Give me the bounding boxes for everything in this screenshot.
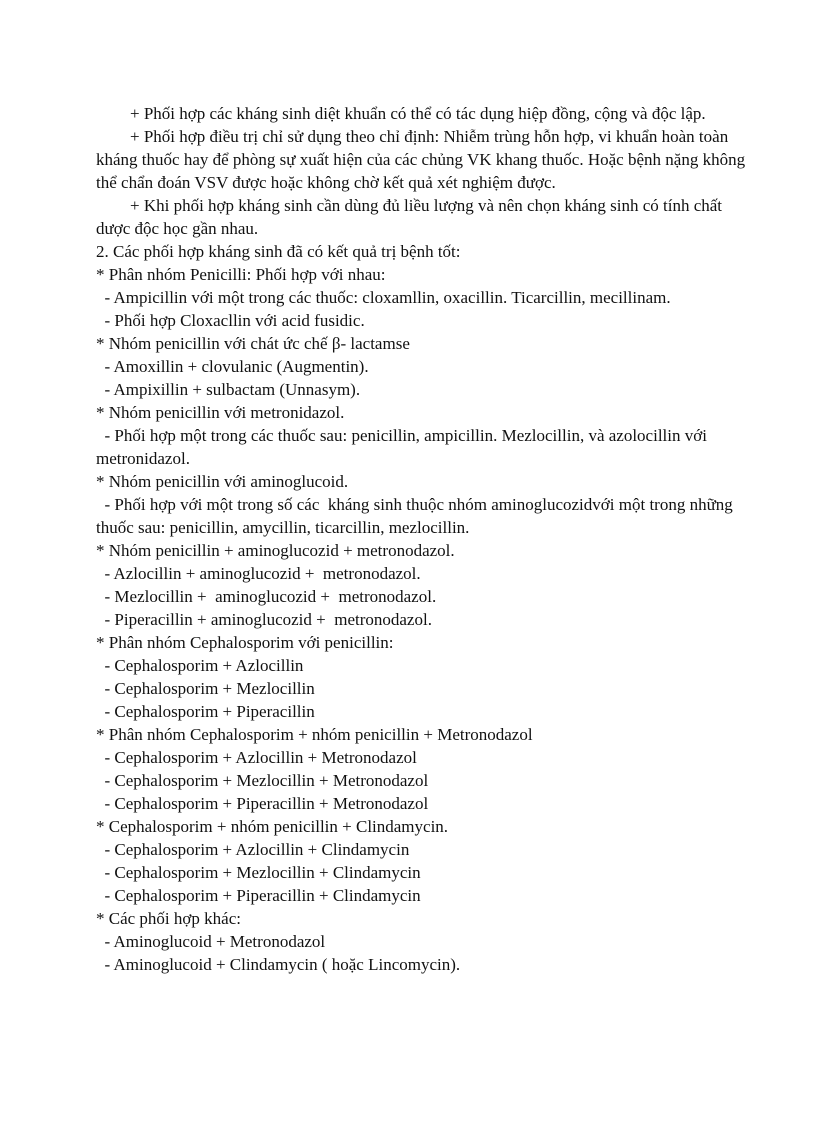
group-heading: * Các phối hợp khác: xyxy=(96,909,241,928)
list-item: - Mezlocillin + aminoglucozid + metronodazol. xyxy=(96,587,437,606)
list-item: - Amoxillin + clovulanic (Augmentin). xyxy=(96,357,369,376)
group-heading: * Nhóm penicillin với chát ức chế β- lactamse xyxy=(96,334,410,353)
document-body xyxy=(96,102,760,976)
list-item: - Ampixillin + sulbactam (Unnasym). xyxy=(96,380,361,399)
group-heading: * Nhóm penicillin với aminoglucoid. xyxy=(96,472,349,491)
list-item: - Cephalosporim + Piperacillin + Metronodazol xyxy=(96,794,429,813)
list-item: - Cephalosporim + Azlocillin + Metronodazol xyxy=(96,748,417,767)
group-heading: * Nhóm penicillin + aminoglucozid + metronodazol. xyxy=(96,541,455,560)
list-item: - Cephalosporim + Piperacillin + Clindamycin xyxy=(96,886,421,905)
list-item: - Phối hợp với một trong số các kháng sinh thuộc nhóm aminoglucozidvới một trong những thuốc sau: penicillin, amycillin, ticarcillin, mezlocillin. xyxy=(96,495,738,537)
group-heading: * Phân nhóm Cephalosporim với penicillin: xyxy=(96,633,394,652)
group-heading: * Cephalosporim + nhóm penicillin + Clindamycin. xyxy=(96,817,449,836)
list-item: - Ampicillin với một trong các thuốc: cloxamllin, oxacillin. Ticarcillin, mecillinam. xyxy=(96,288,671,307)
list-item: - Azlocillin + aminoglucozid + metronodazol. xyxy=(96,564,421,583)
group-heading: * Phân nhóm Cephalosporim + nhóm penicillin + Metronodazol xyxy=(96,725,533,744)
group-heading: * Phân nhóm Penicilli: Phối hợp với nhau: xyxy=(96,265,386,284)
list-item: - Cephalosporim + Mezlocillin xyxy=(96,679,315,698)
paragraph: + Phối hợp các kháng sinh diệt khuẩn có thể có tác dụng hiệp đồng, cộng và độc lập. xyxy=(130,104,706,123)
list-item: - Aminoglucoid + Metronodazol xyxy=(96,932,326,951)
list-item: - Cephalosporim + Mezlocillin + Clindamycin xyxy=(96,863,421,882)
paragraph: + Khi phối hợp kháng sinh cần dùng đủ liều lượng và nên chọn kháng sinh có tính chất dược độc học gần nhau. xyxy=(96,196,723,238)
section-heading: 2. Các phối hợp kháng sinh đã có kết quả trị bệnh tốt: xyxy=(96,242,461,261)
group-heading: * Nhóm penicillin với metronidazol. xyxy=(96,403,345,422)
list-item: - Cephalosporim + Piperacillin xyxy=(96,702,315,721)
list-item: - Aminoglucoid + Clindamycin ( hoặc Lincomycin). xyxy=(96,955,461,974)
list-item: - Cephalosporim + Azlocillin xyxy=(96,656,304,675)
list-item: - Phối hợp Cloxacllin với acid fusidic. xyxy=(96,311,365,330)
list-item: - Phối hợp một trong các thuốc sau: penicillin, ampicillin. Mezlocillin, và azolocillin với metronidazol. xyxy=(96,426,712,468)
list-item: - Piperacillin + aminoglucozid + metronodazol. xyxy=(96,610,432,629)
list-item: - Cephalosporim + Azlocillin + Clindamycin xyxy=(96,840,410,859)
paragraph: + Phối hợp điều trị chỉ sử dụng theo chỉ định: Nhiễm trùng hỗn hợp, vi khuẩn hoàn toàn kháng thuốc hay để phòng sự xuất hiện của các chủng VK khang thuốc. Hoặc bệnh nặng không thể chẩn đoán VSV được hoặc không chờ kết quả xét nghiệm được. xyxy=(96,127,746,192)
list-item: - Cephalosporim + Mezlocillin + Metronodazol xyxy=(96,771,429,790)
